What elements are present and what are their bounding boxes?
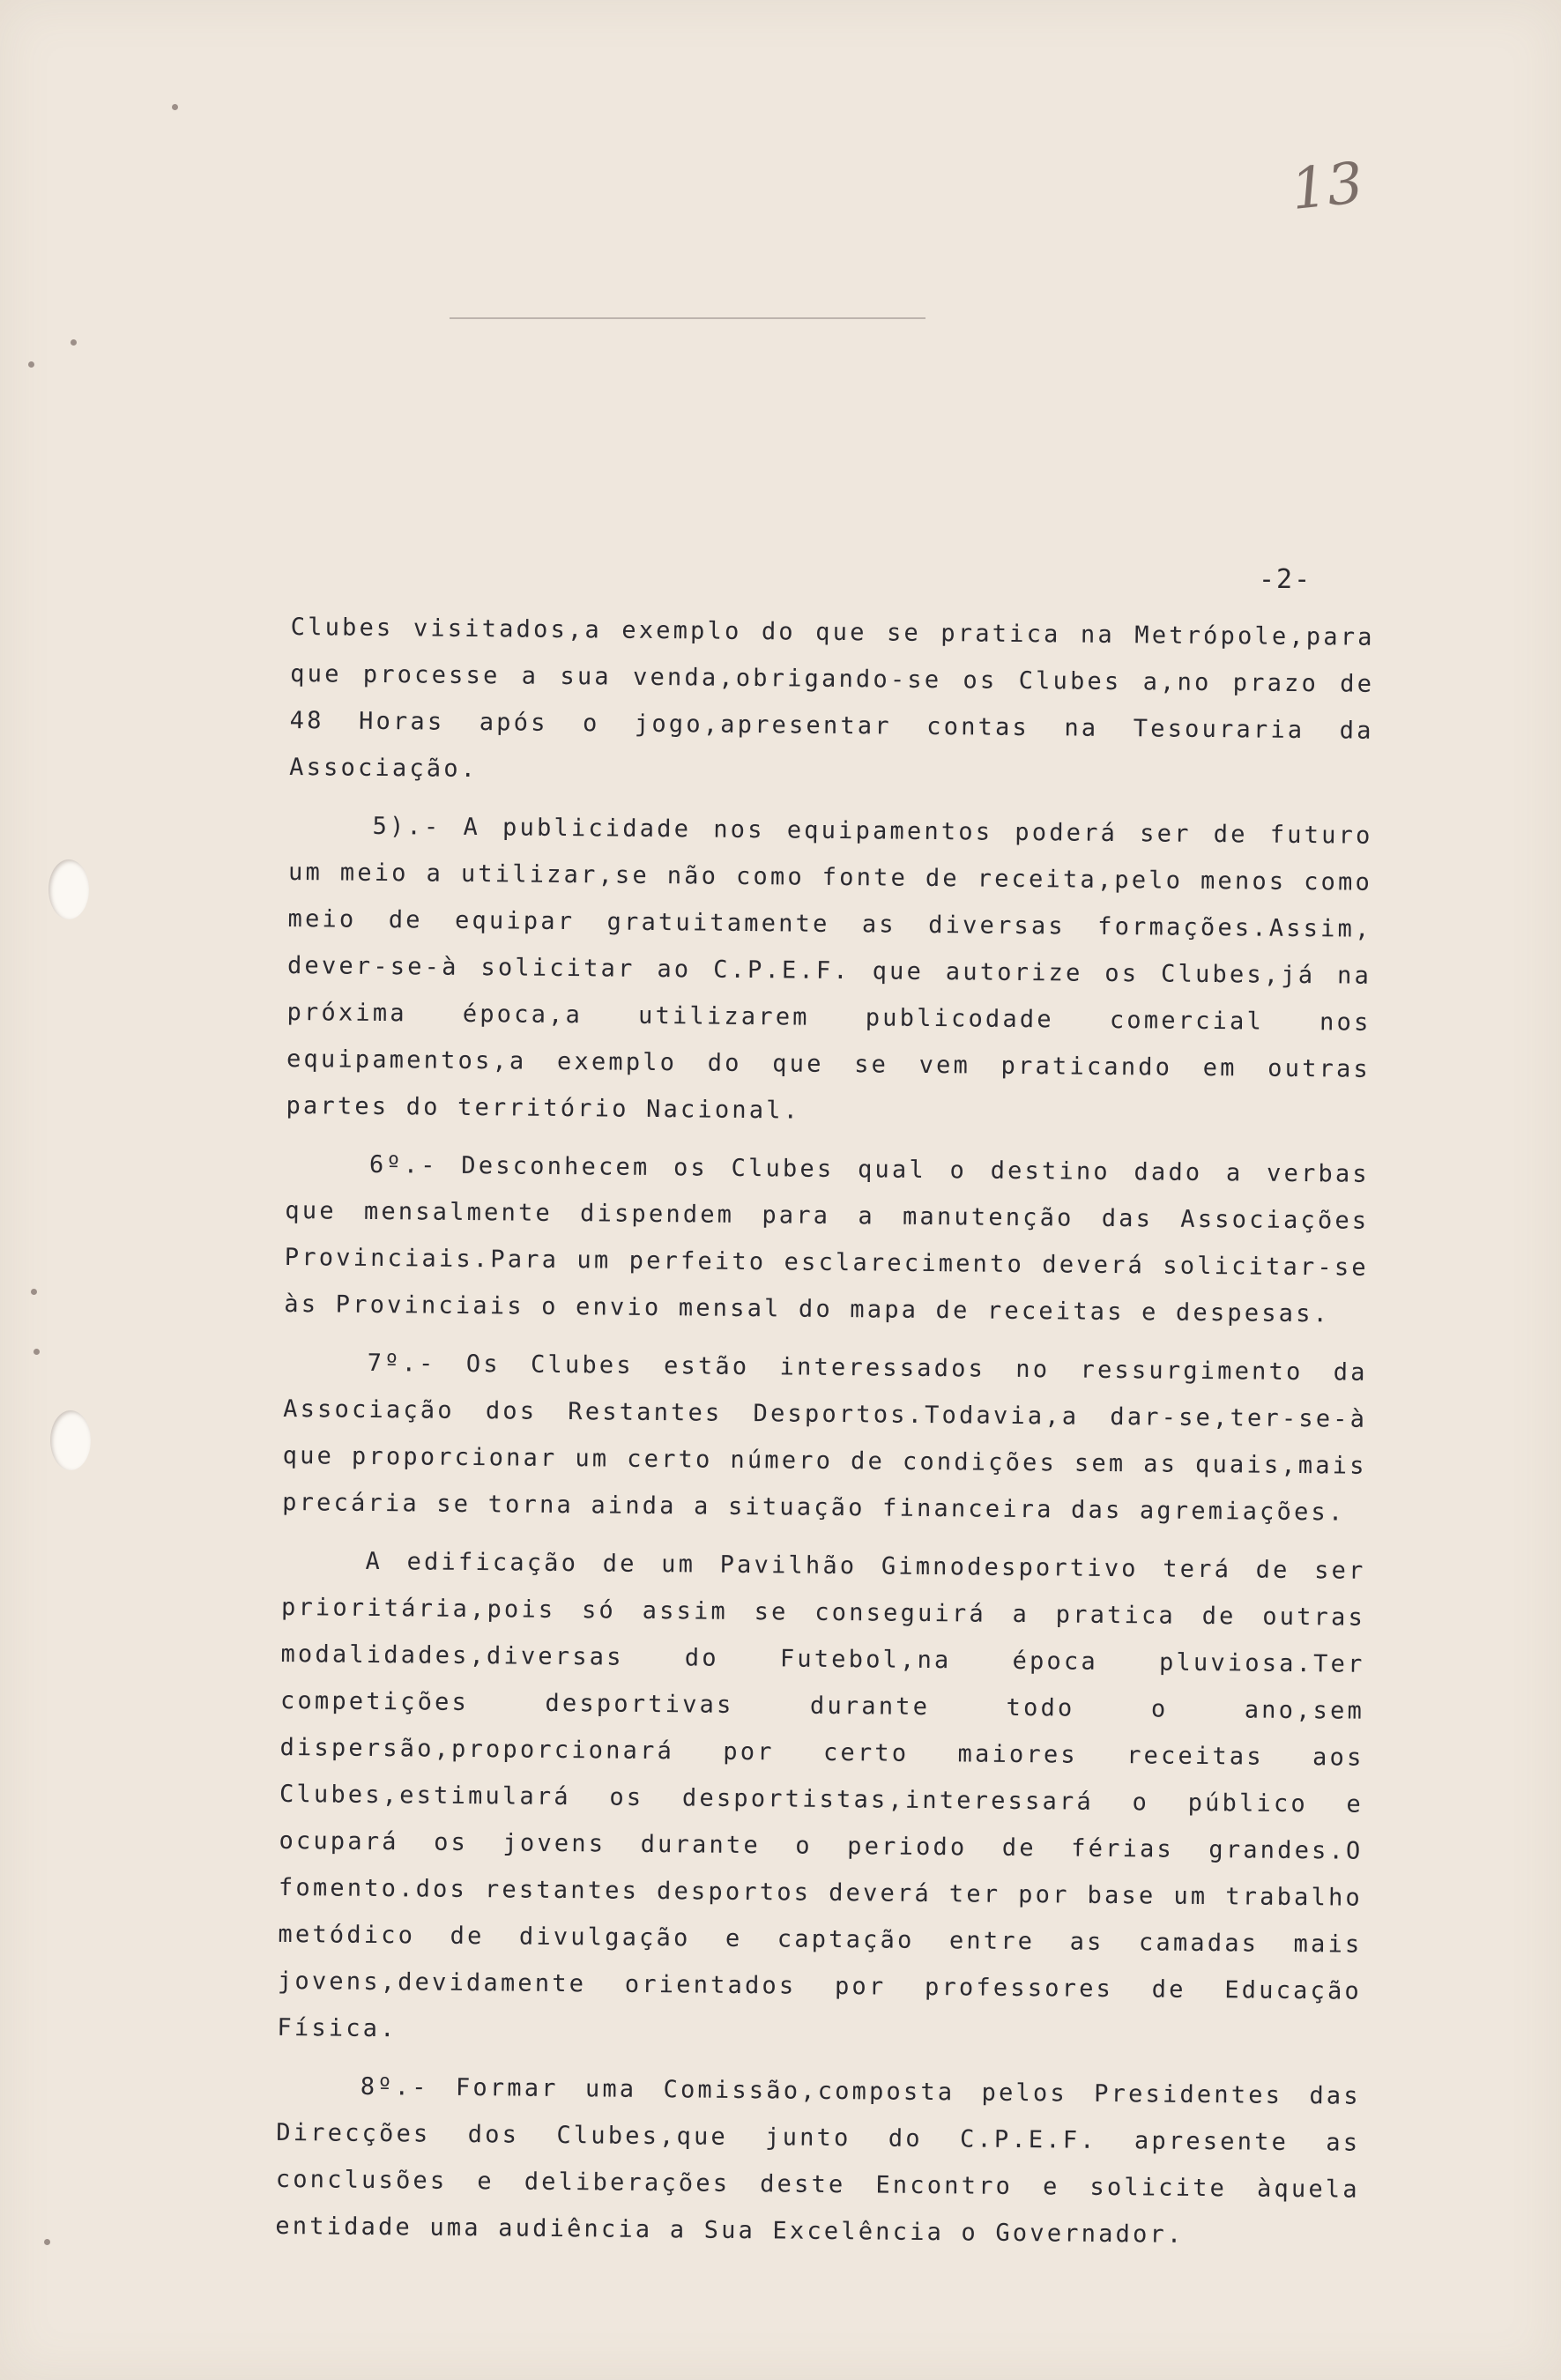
paragraph-item-7: 7º.- Os Clubes estão interessados no ressurgimento da Associação dos Restantes Desportos.Todavia,a dar-se,ter-se-à que proporcionar um certo número de condições sem as quais,mais precária se torna ainda a situação financeira das agremiações. <box>282 1349 1368 1527</box>
paper-speck <box>172 104 178 110</box>
paragraph-item-6: 6º.- Desconhecem os Clubes qual o destino dado a verbas que mensalmente dispendem para a manutenção das Associações Provinciais.Para um perfeito esclarecimento deverá solicitar-se às Provinciais o envio mensal do mapa de receitas e despesas. <box>284 1150 1370 1328</box>
paragraph-item-5: 5).- A publicidade nos equipamentos poderá ser de futuro um meio a utilizar,se não como fonte de receita,pelo menos como meio de equipar gratuitamente as diversas formações.Assim, dever-se-à solicitar ao C.P.E.F. que autorize os Clubes,já na próxima época,a utilizarem publicodade comercial nos equipamentos,a exemplo do que se vem praticando em outras partes do território Nacional. <box>286 812 1373 1125</box>
handwritten-folio-number: 13 <box>1288 150 1367 224</box>
punch-hole-bottom <box>50 1410 91 1470</box>
typed-text-body <box>275 604 1375 2272</box>
paragraph-item-8: 8º.- Formar uma Comissão,composta pelos Presidentes das Direcções dos Clubes,que junto do C.P.E.F. apresente as conclusões e deliberações deste Encontro e solicite àquela entidade uma audiência a Sua Excelência o Governador. <box>275 2072 1361 2249</box>
paper-speck <box>28 361 34 368</box>
paper-speck <box>44 2239 50 2245</box>
paragraph-pavilion: A edificação de um Pavilhão Gimnodesportivo terá de ser prioritária,pois só assim se conseguirá a pratica de outras modalidades,diversas do Futebol,na época pluviosa.Ter competições desportivas durante todo o ano,sem dispersão,proporcionará por certo maiores receitas aos Clubes,estimulará os desportistas,interessará o público e ocupará os jovens durante o periodo de férias grandes.O fomento.dos restantes desportos deverá ter por base um trabalho metódico de divulgação e captação entre as camadas mais jovens,devidamente orientados por professores de Educação Física. <box>277 1547 1366 2043</box>
paper-speck <box>33 1349 40 1355</box>
faint-rule <box>450 317 925 319</box>
punch-hole-top <box>48 859 89 919</box>
paragraph-continuation: Clubes visitados,a exemplo do que se pratica na Metrópole,para que processe a sua venda,obrigando-se os Clubes a,no prazo de 48 Horas após o jogo,apresentar contas na Tesouraria da Associação. <box>289 613 1375 784</box>
paper-speck <box>71 339 77 346</box>
page-number: -2- <box>1259 564 1312 595</box>
paper-speck <box>31 1289 37 1295</box>
